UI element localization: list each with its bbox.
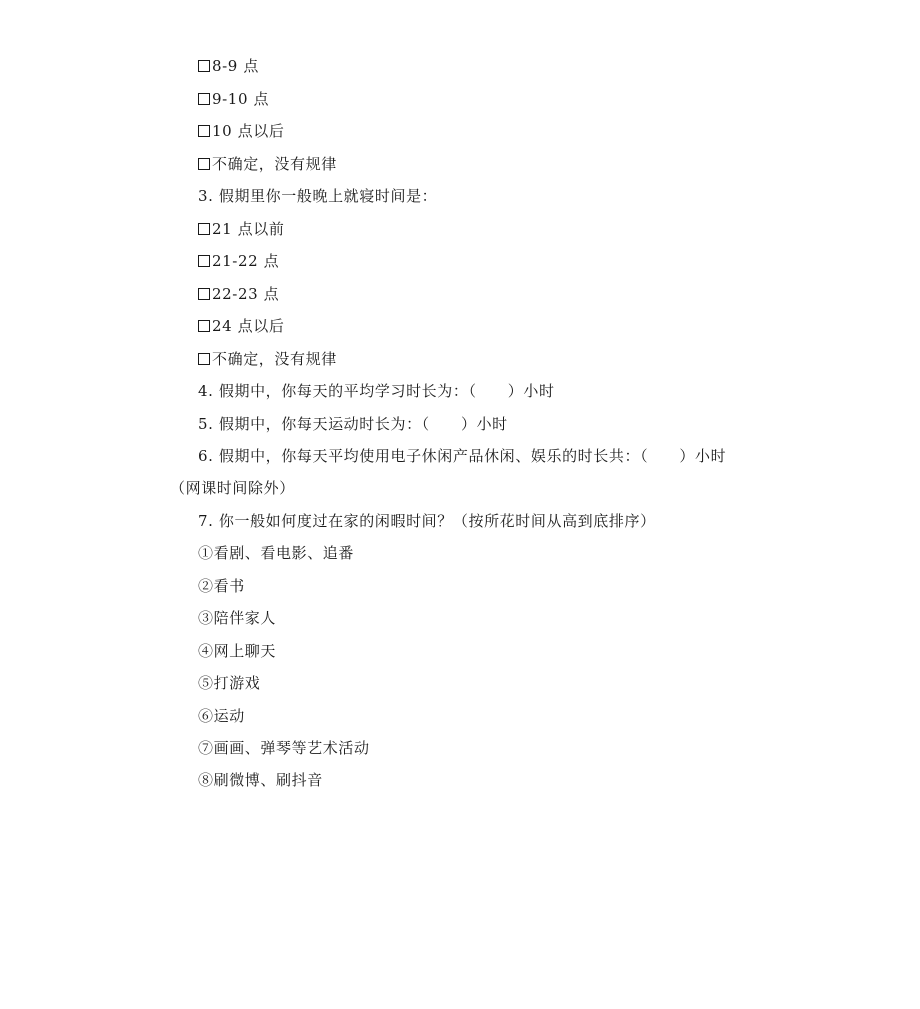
- question-4: 4. 假期中，你每天的平均学习时长为：（ ）小时: [198, 382, 555, 400]
- question-3: 3. 假期里你一般晚上就寝时间是：: [198, 187, 438, 205]
- checkbox-icon: [198, 353, 210, 365]
- q2-option: 8-9 点: [198, 56, 259, 76]
- question-7: 7. 你一般如何度过在家的闲暇时间？（按所花时间从高到底排序）: [198, 512, 656, 530]
- q3-option: 22-23 点: [198, 284, 279, 304]
- q2-option: 不确定，没有规律: [198, 154, 337, 174]
- question-6-continuation: （网课时间除外）: [170, 479, 295, 497]
- q7-item: ⑤打游戏: [198, 674, 261, 692]
- checkbox-icon: [198, 288, 210, 300]
- checkbox-icon: [198, 93, 210, 105]
- q7-item: ②看书: [198, 577, 245, 595]
- question-5: 5. 假期中，你每天运动时长为：（ ）小时: [198, 415, 508, 433]
- q2-option: 10 点以后: [198, 121, 284, 141]
- checkbox-icon: [198, 158, 210, 170]
- checkbox-icon: [198, 320, 210, 332]
- q7-item: ⑥运动: [198, 707, 245, 725]
- q7-item: ③陪伴家人: [198, 609, 277, 627]
- checkbox-icon: [198, 255, 210, 267]
- q3-option: 24 点以后: [198, 316, 284, 336]
- q2-option: 9-10 点: [198, 89, 269, 109]
- question-6: 6. 假期中，你每天平均使用电子休闲产品休闲、娱乐的时长共：（ ）小时: [198, 447, 727, 465]
- q7-item: ⑦画画、弹琴等艺术活动: [198, 739, 370, 757]
- q7-item: ⑧刷微博、刷抖音: [198, 771, 323, 789]
- checkbox-icon: [198, 125, 210, 137]
- q7-item: ④网上聊天: [198, 642, 277, 660]
- checkbox-icon: [198, 223, 210, 235]
- q3-option: 不确定，没有规律: [198, 349, 337, 369]
- q3-option: 21-22 点: [198, 251, 279, 271]
- q3-option: 21 点以前: [198, 219, 284, 239]
- q7-item: ①看剧、看电影、追番: [198, 544, 355, 562]
- checkbox-icon: [198, 60, 210, 72]
